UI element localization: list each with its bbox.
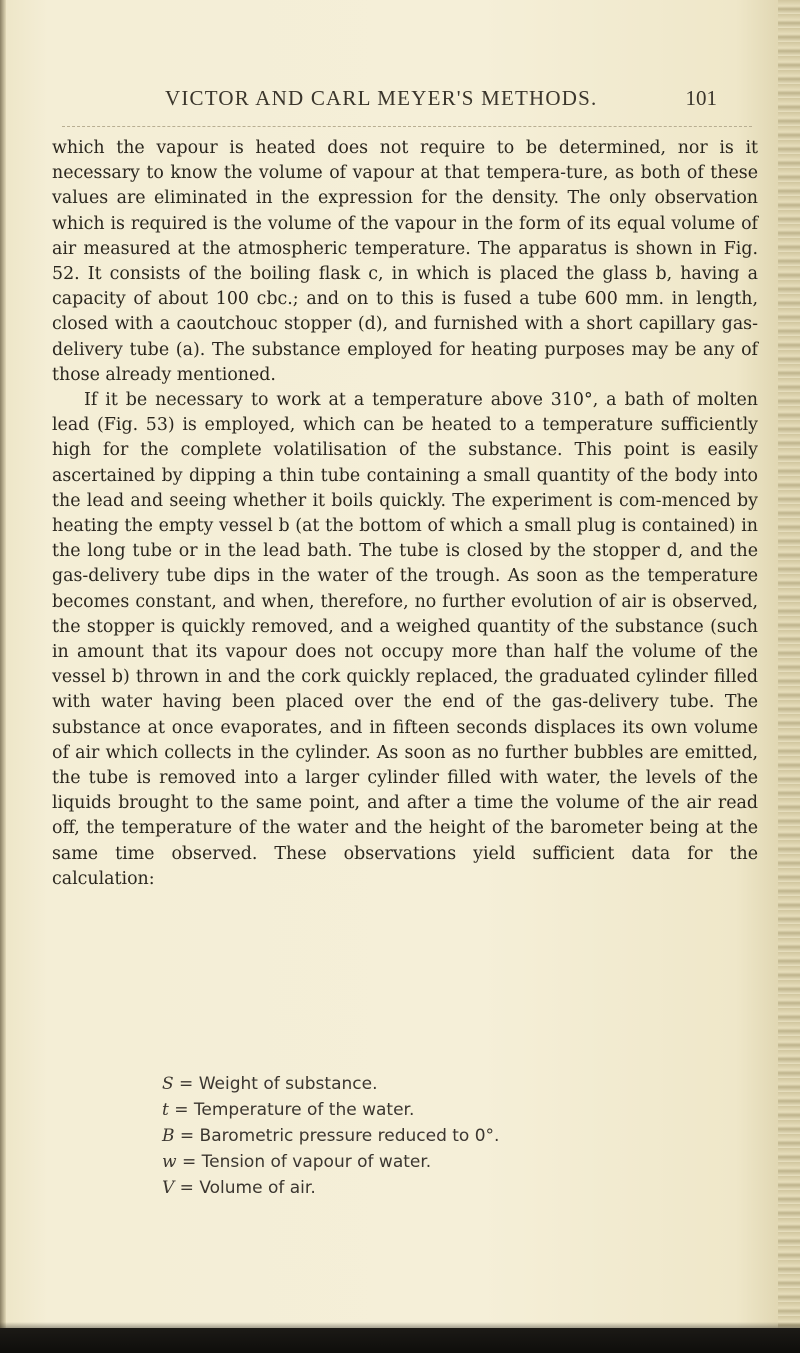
paragraph-1: which the vapour is heated does not require to be determined, nor is it necessary to know the volume of vapour at that tempera-ture, as both of these values are eliminated in the expression for the density. The only observation which is required is the volume of the vapour in the form of its equal volume of air measured at the atmospheric temperature. The apparatus is shown in Fig. 52. It consists of the boiling flask c, in which is placed the glass b, having a capacity of about 100 cbc.; and on to this is fused a tube 600 mm. in length, closed with a caoutchouc stopper (d), and furnished with a short capillary gas-delivery tube (a). The substance employed for heating purposes may be any of those already mentioned. — [52, 138, 758, 385]
definition-text: = Volume of air. — [174, 1178, 316, 1198]
body-text — [52, 136, 758, 892]
page-right-edge — [778, 0, 800, 1353]
variable-definitions — [162, 1071, 722, 1201]
running-title: VICTOR AND CARL MEYER'S METHODS. — [165, 86, 598, 110]
scan-bottom-edge — [0, 1328, 800, 1353]
definition-symbol: B — [162, 1126, 175, 1146]
page-left-edge — [0, 0, 6, 1353]
definition-row — [162, 1175, 722, 1201]
header-rule — [62, 126, 752, 127]
definition-text: = Weight of substance. — [173, 1074, 378, 1094]
definition-symbol: t — [162, 1100, 169, 1120]
definition-symbol: w — [162, 1152, 177, 1172]
page-number: 101 — [685, 86, 717, 110]
definition-row — [162, 1071, 722, 1097]
definition-row — [162, 1149, 722, 1175]
definition-text: = Temperature of the water. — [168, 1100, 415, 1120]
page-header — [135, 86, 755, 116]
definition-row — [162, 1097, 722, 1123]
definition-text: = Barometric pressure reduced to 0°. — [174, 1126, 500, 1146]
paragraph-2: If it be necessary to work at a temperature above 310°, a bath of molten lead (Fig. 53) is employed, which can be heated to a temperature sufficiently high for the complete volatilisation of the substance. This point is easily ascertained by dipping a thin tube containing a small quantity of the body into the lead and seeing whether it boils quickly. The experiment is com-menced by heating the empty vessel b (at the bottom of which a small plug is contained) in the long tube or in the lead bath. The tube is closed by the stopper d, and the gas-delivery tube dips in the water of the trough. As soon as the temperature becomes constant, and when, therefore, no further evolution of air is observed, the stopper is quickly removed, and a weighed quantity of the substance (such in amount that its vapour does not occupy more than half the volume of the vessel b) thrown in and the cork quickly replaced, the graduated cylinder filled with water having been placed over the end of the gas-delivery tube. The substance at once evaporates, and in fifteen seconds displaces its own volume of air which collects in the cylinder. As soon as no further bubbles are emitted, the tube is removed into a larger cylinder filled with water, the levels of the liquids brought to the same point, and after a time the volume of the air read off, the temperature of the water and the height of the barometer being at the same time observed. These observations yield sufficient data for the calculation: — [52, 390, 758, 889]
definition-symbol: V — [162, 1178, 175, 1198]
definition-symbol: S — [162, 1074, 174, 1094]
definition-row — [162, 1123, 722, 1149]
definition-text: = Tension of vapour of water. — [176, 1152, 432, 1172]
